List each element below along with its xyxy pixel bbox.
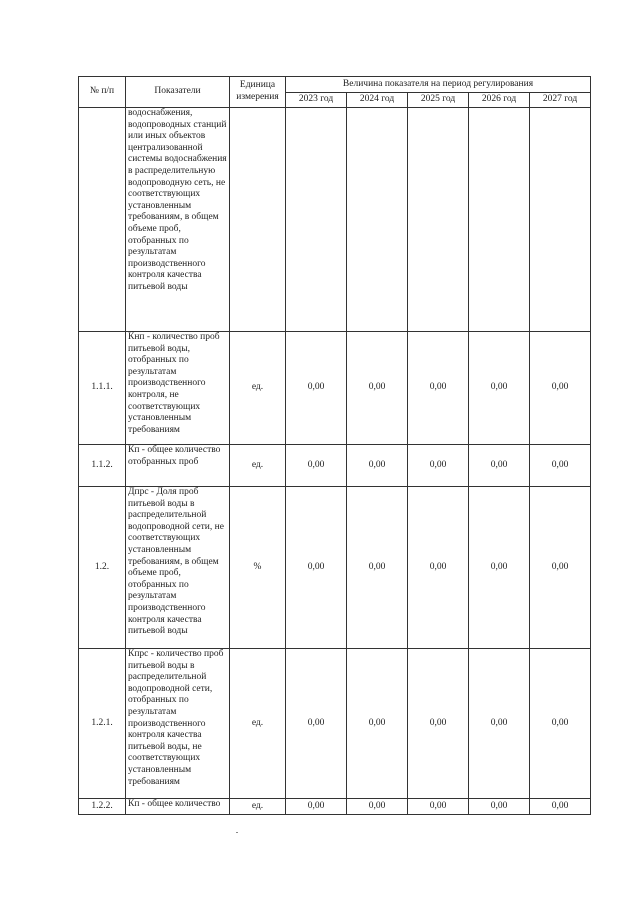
row-value: 0,00 [347,649,408,799]
row-value: 0,00 [469,445,530,487]
scan-speck [236,832,238,833]
row-number: 1.2.1. [79,649,126,799]
row-value: 0,00 [530,799,591,815]
row-value: 0,00 [408,649,469,799]
row-value: 0,00 [408,332,469,445]
indicators-table [78,76,591,815]
row-value: 0,00 [408,799,469,815]
header-year: 2027 год [530,93,591,108]
header-year: 2026 год [469,93,530,108]
row-number: 1.1.1. [79,332,126,445]
row-unit: ед. [230,799,286,815]
header-indicators: Показатели [126,77,230,108]
row-value: 0,00 [408,445,469,487]
row-value: 0,00 [286,799,347,815]
row-number: 1.1.2. [79,445,126,487]
row-value: 0,00 [469,332,530,445]
table-row [79,445,591,487]
header-year: 2023 год [286,93,347,108]
row-value [286,108,347,332]
row-unit [230,108,286,332]
row-value: 0,00 [347,332,408,445]
table-row [79,799,591,815]
header-year: 2024 год [347,93,408,108]
row-value: 0,00 [286,649,347,799]
row-indicator-text: Кп - общее количество отобранных проб [126,445,230,487]
row-value: 0,00 [469,649,530,799]
row-value: 0,00 [469,487,530,649]
row-unit: ед. [230,649,286,799]
row-indicator-text: Кп - общее количество [126,799,230,815]
row-value: 0,00 [286,487,347,649]
row-value [347,108,408,332]
row-unit: ед. [230,445,286,487]
row-value: 0,00 [286,332,347,445]
row-value: 0,00 [408,487,469,649]
row-value: 0,00 [286,445,347,487]
row-indicator-text: Кпрс - количество проб питьевой воды в распределительной водопроводной сети, отобранных по результатам производственного контроля качества питьевой воды, не соответствующих установленным требованиям [126,649,230,799]
header-year: 2025 год [408,93,469,108]
row-value: 0,00 [347,445,408,487]
table-row [79,487,591,649]
row-number [79,108,126,332]
row-unit: % [230,487,286,649]
row-number: 1.2. [79,487,126,649]
row-value [469,108,530,332]
row-value: 0,00 [469,799,530,815]
row-value: 0,00 [530,445,591,487]
row-value: 0,00 [347,487,408,649]
row-indicator-text: Кнп - количество проб питьевой воды, отобранных по результатам производственного контроля, не соответствующих установленным требованиям [126,332,230,445]
row-value: 0,00 [530,649,591,799]
row-indicator-text: Дпрс - Доля проб питьевой воды в распределительной водопроводной сети, не соответствующих установленным требованиям, в общем объеме проб, отобранных по результатам производственного контроля качества питьевой воды [126,487,230,649]
row-value [530,108,591,332]
table-row [79,108,591,332]
row-value [408,108,469,332]
row-number: 1.2.2. [79,799,126,815]
header-unit: Единица измерения [230,77,286,108]
header-period: Величина показателя на период регулирования [286,77,591,93]
row-indicator-text: водоснабжения, водопроводных станций или иных объектов централизованной системы водоснабжения в распределительную водопроводную сеть, не соответствующих установленным требованиям, в общем объеме проб, отобранных по результатам производственного контроля качества питьевой воды [126,108,230,332]
row-value: 0,00 [530,487,591,649]
row-value: 0,00 [347,799,408,815]
row-unit: ед. [230,332,286,445]
table-row [79,649,591,799]
table-row [79,332,591,445]
row-value: 0,00 [530,332,591,445]
header-num: № п/п [79,77,126,108]
